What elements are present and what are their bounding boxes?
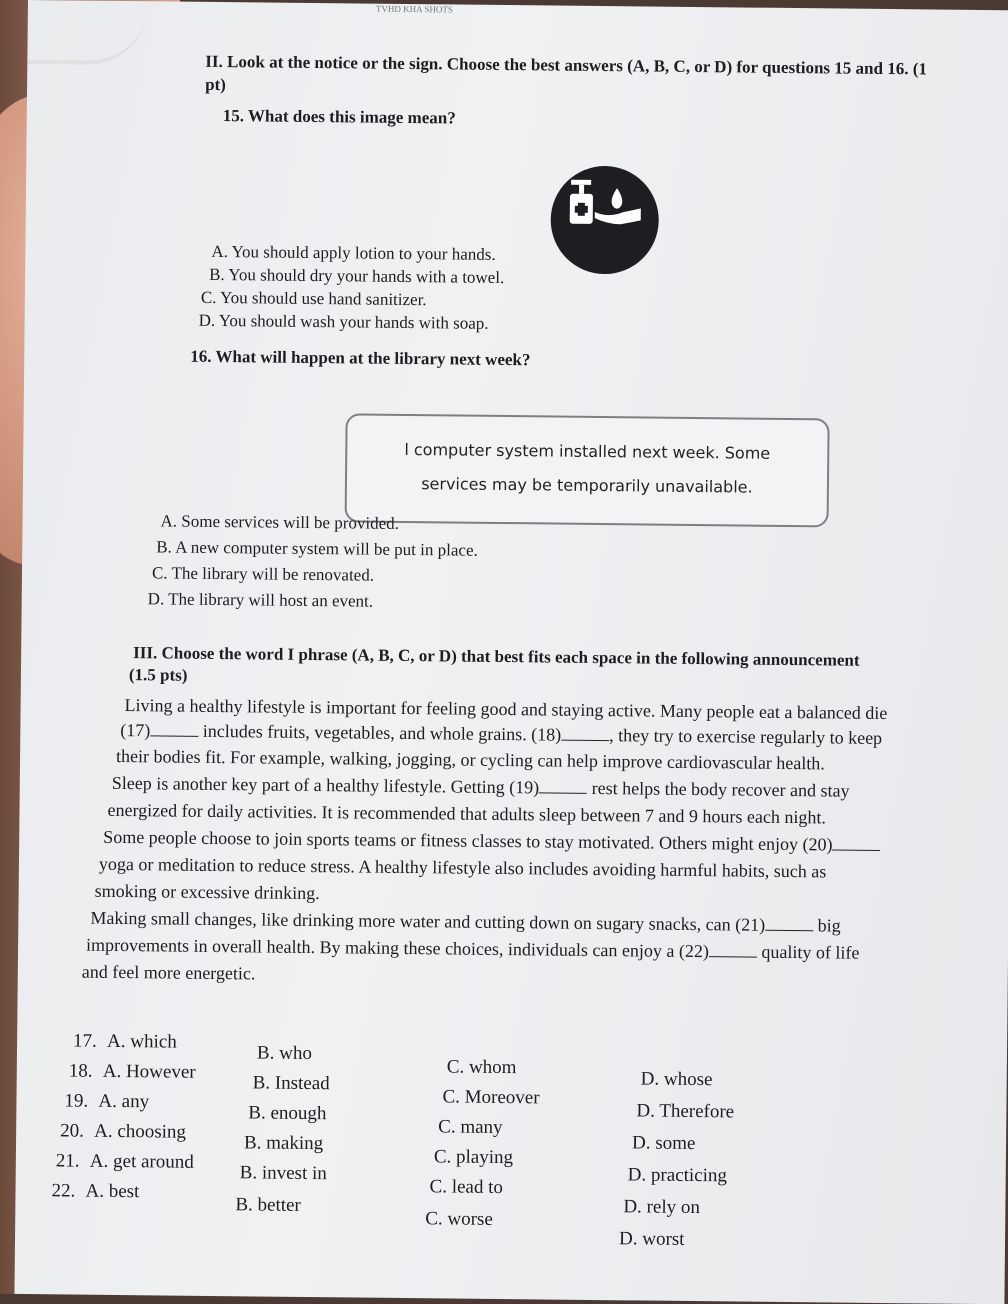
blank-22[interactable] [709,942,757,958]
answer-18-b[interactable]: B. Instead [252,1072,330,1095]
answer-22-d[interactable]: D. worst [618,1228,685,1250]
q15-option-d[interactable]: D. You should wash your hands with soap. [198,310,489,333]
passage-line-2-text: includes fruits, vegetables, and whole grains. (18) [202,720,562,745]
answer-19-d[interactable]: D. some [631,1132,696,1155]
answer-18-d[interactable]: D. Therefore [636,1100,735,1123]
passage-line-6-text: Some people choose to join sports teams or fitness classes to stay motivated. Others might enjoy (20) [103,826,833,855]
answer-21-d[interactable]: D. rely on [623,1196,701,1219]
passage-line-8: smoking or excessive drinking. [94,880,320,904]
answer-17-d[interactable]: D. whose [640,1068,713,1091]
blank-17-label: (17) [120,720,151,741]
answer-21-c[interactable]: C. lead to [429,1176,504,1199]
answer-17-c[interactable]: C. whom [446,1056,517,1079]
answer-17-a[interactable]: A. which [106,1030,177,1053]
notice-line-2: services may be temporarily unavailable. [421,474,753,497]
answer-row-17-number: 17. [72,1030,97,1052]
part2-title-cont: pt) [205,74,227,95]
q16-option-d[interactable]: D. The library will host an event. [147,589,374,611]
answer-18-c[interactable]: C. Moreover [442,1086,540,1109]
part3-title: III. Choose the word I phrase (A, B, C, or D) that best fits each space in the following announcement [133,643,860,670]
answer-row-18-number: 18. [68,1060,93,1082]
answer-21-b[interactable]: B. invest in [239,1162,327,1185]
q16-option-c[interactable]: C. The library will be renovated. [151,563,375,585]
answer-row-19-number: 19. [64,1090,89,1112]
q15-question: 15. What does this image mean? [222,106,456,128]
answer-17-b[interactable]: B. who [256,1042,312,1065]
q16-option-a[interactable]: A. Some services will be provided. [160,511,400,533]
answer-19-a[interactable]: A. any [98,1090,150,1113]
q15-option-c[interactable]: C. You should use hand sanitizer. [200,287,427,310]
q15-option-a[interactable]: A. You should apply lotion to your hands. [211,241,496,264]
q15-option-b[interactable]: B. You should dry your hands with a towel. [209,264,505,288]
q16-question: 16. What will happen at the library next week? [190,346,531,370]
blank-18[interactable] [561,726,609,742]
passage-line-7: yoga or meditation to reduce stress. A healthy lifestyle also includes avoiding harmful habits, such as [98,853,827,882]
hand-sanitizer-icon [550,165,659,274]
answer-row-21-number: 21. [55,1150,80,1172]
passage-line-3: their bodies fit. For example, walking, jogging, or cycling can help improve cardiovascular health. [115,745,825,774]
blank-21[interactable] [765,916,813,932]
notice-line-1: l computer system installed next week. Some [404,439,771,463]
answer-20-d[interactable]: D. practicing [627,1164,728,1187]
answer-22-a[interactable]: A. best [85,1180,140,1203]
passage-line-4-text: Sleep is another key part of a healthy lifestyle. Getting (19) [111,772,540,798]
part3-points: (1.5 pts) [128,665,188,685]
answer-21-a[interactable]: A. get around [89,1150,194,1173]
blank-20[interactable] [833,835,881,851]
passage-line-1: Living a healthy lifestyle is important for feeling good and staying active. Many people eat a balanced die [124,695,888,724]
answer-row-20-number: 20. [60,1120,85,1142]
answer-22-b[interactable]: B. better [235,1194,301,1216]
answer-22-c[interactable]: C. worse [425,1208,493,1230]
answer-18-a[interactable]: A. However [102,1060,196,1083]
blank-19[interactable] [539,778,587,794]
passage-line-4-tail: rest helps the body recover and stay [591,777,850,801]
blank-17[interactable] [150,721,198,737]
passage-line-10-tail: quality of life [761,941,860,963]
passage-line-10-text: improvements in overall health. By making these choices, individuals can enjoy a (22) [86,934,710,962]
answer-20-a[interactable]: A. choosing [94,1120,187,1143]
passage-line-2-tail: , they try to exercise regularly to keep [609,725,883,748]
passage-line-9-tail: big [817,915,841,936]
page-top-text: TVHD KHA SHOTS [375,3,453,15]
answer-20-b[interactable]: B. making [243,1132,324,1155]
worksheet-page [14,0,1008,1304]
answer-20-c[interactable]: C. playing [433,1146,514,1169]
answer-row-22-number: 22. [51,1180,76,1202]
answer-19-b[interactable]: B. enough [248,1102,327,1125]
part2-title: II. Look at the notice or the sign. Choose the best answers (A, B, C, or D) for questions 15 and 16. (1 [205,51,928,79]
answer-19-c[interactable]: C. many [438,1116,503,1139]
passage-line-5: energized for daily activities. It is recommended that adults sleep between 7 and 9 hours each night. [107,799,827,828]
q16-option-b[interactable]: B. A new computer system will be put in place. [156,537,478,560]
passage-line-9-text: Making small changes, like drinking more water and cutting down on sugary snacks, can (21) [90,907,766,935]
cable [27,0,148,65]
passage-line-11: and feel more energetic. [81,961,256,984]
library-notice [345,413,830,527]
